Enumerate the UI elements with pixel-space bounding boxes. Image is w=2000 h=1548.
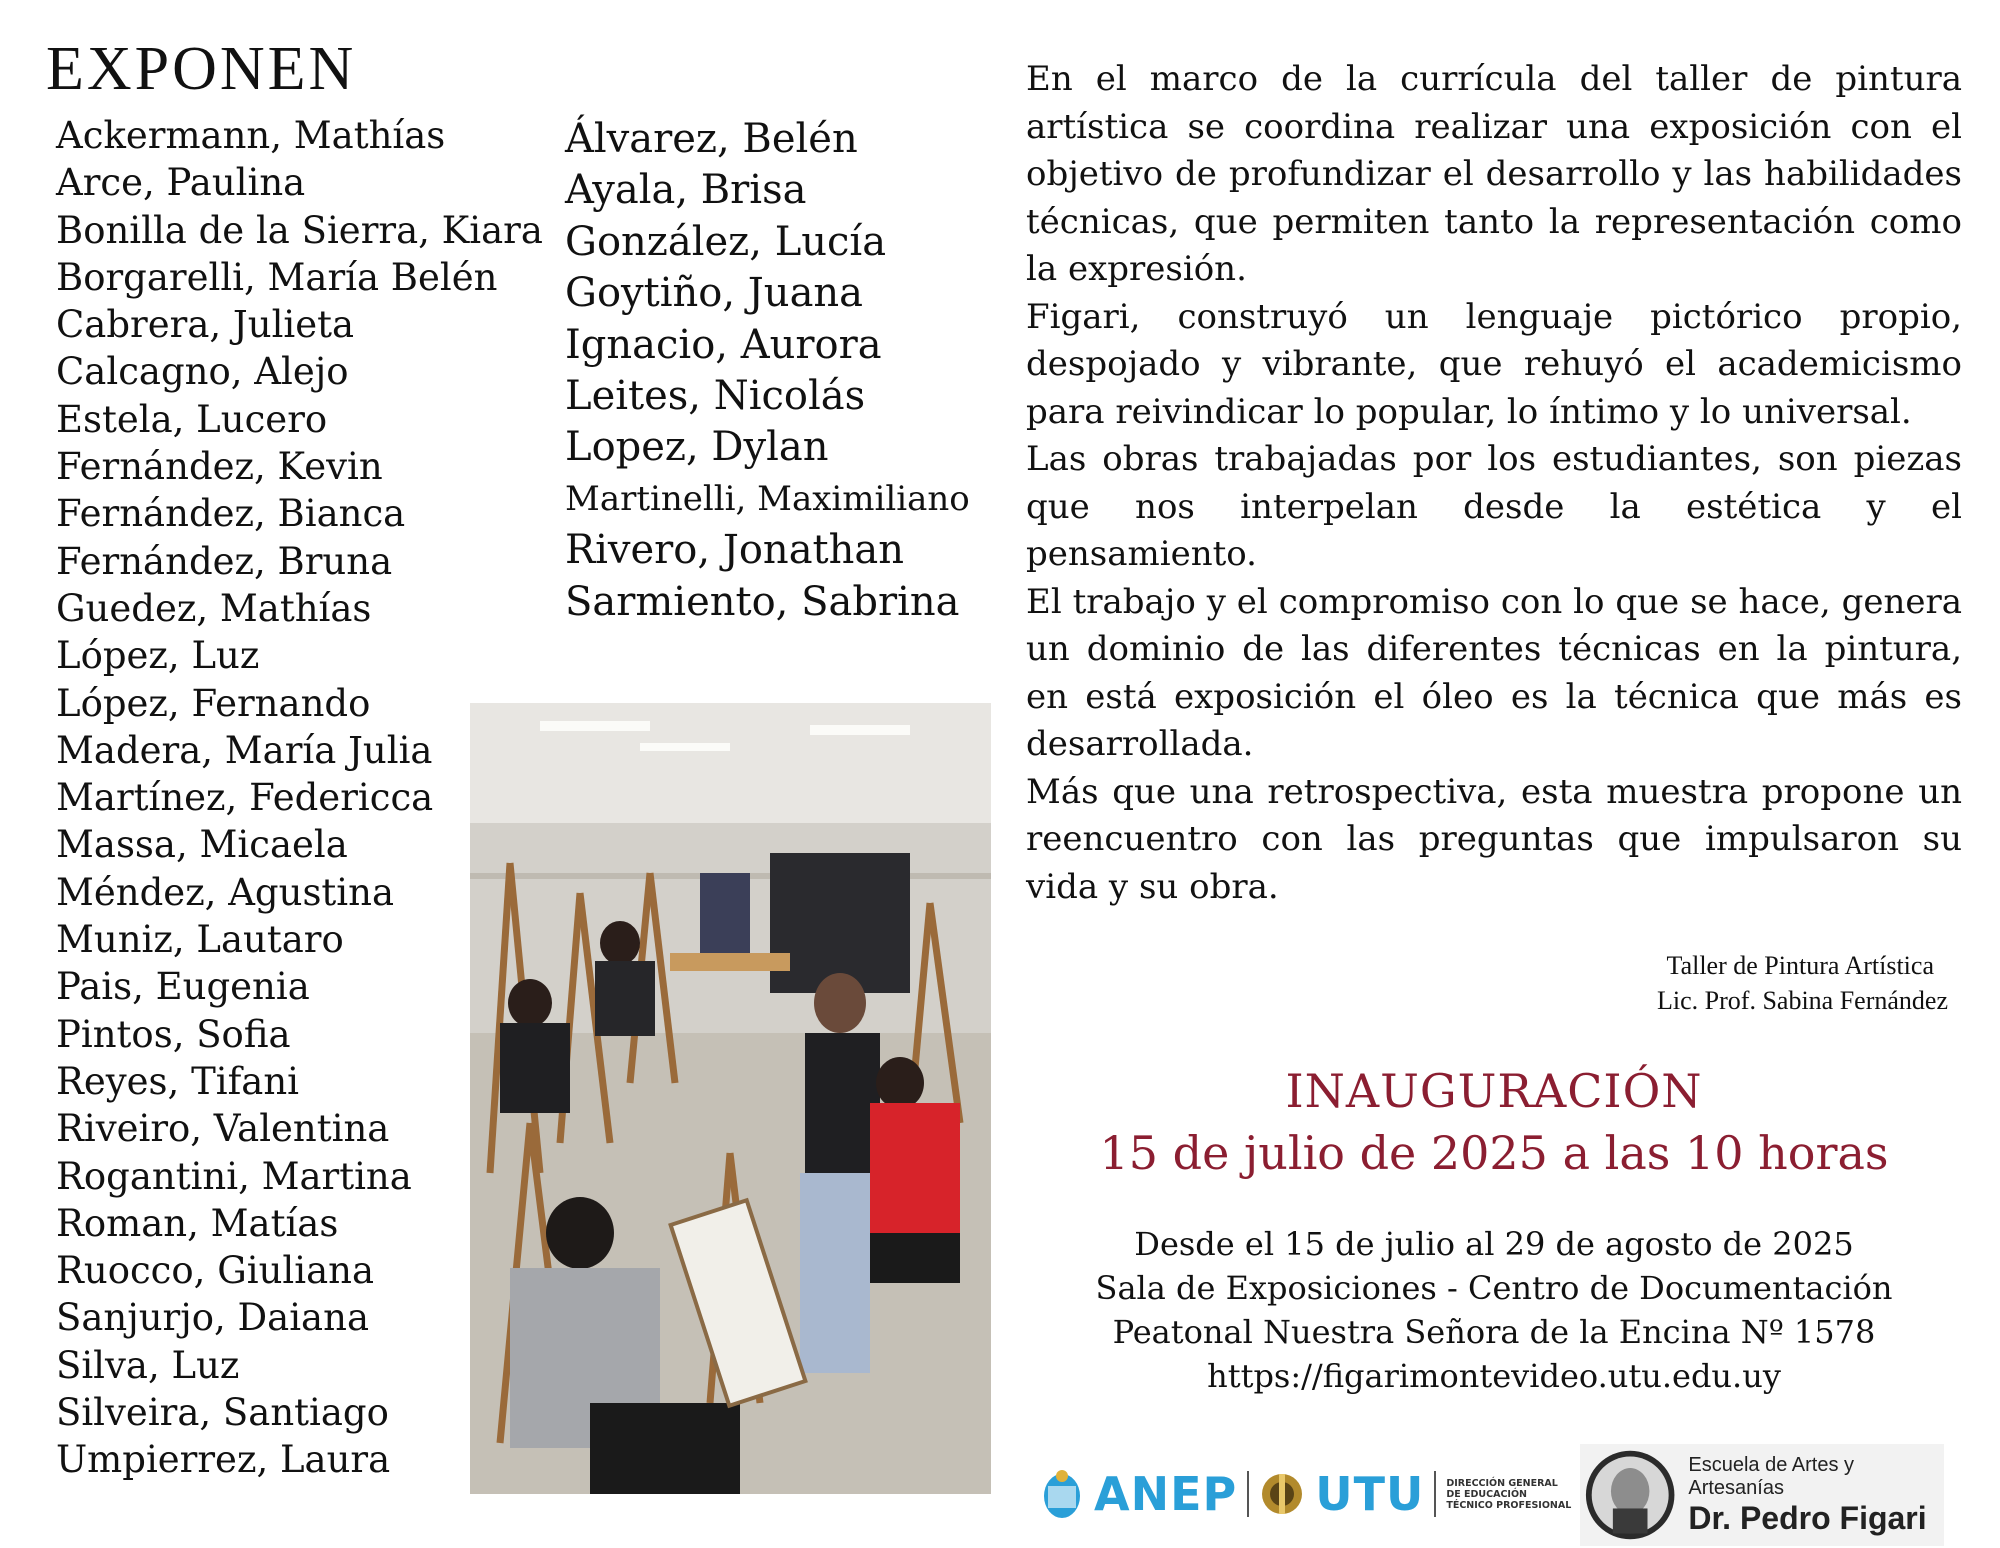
signature-workshop: Taller de Pintura Artística <box>1666 951 1934 980</box>
utu-emblem-icon <box>1259 1468 1305 1520</box>
exhibitor-name: Massa, Micaela <box>56 823 348 867</box>
exhibition-dates: Desde el 15 de julio al 29 de agosto de 2025 <box>1134 1225 1854 1263</box>
exhibitor-name: Bonilla de la Sierra, Kiara <box>56 208 543 252</box>
exhibitors-list-col2 <box>565 114 970 628</box>
uruguay-seal-icon <box>1040 1468 1084 1520</box>
exhibitor-name: Martinelli, Maximiliano <box>565 478 970 519</box>
exhibitor-name: Rivero, Jonathan <box>565 527 904 574</box>
exhibitor-name: López, Luz <box>56 634 260 678</box>
exponen-heading: EXPONEN <box>46 35 357 103</box>
exhibitor-name: Muniz, Lautaro <box>56 918 344 962</box>
exhibitor-name: Ayala, Brisa <box>565 167 807 214</box>
exhibitor-name: Madera, María Julia <box>56 728 433 772</box>
exhibitor-name: Cabrera, Julieta <box>56 303 355 347</box>
paragraph: En el marco de la currícula del taller de pintura artística se coordina realizar una exposición con el objetivo de profundizar el desarrollo y las habilidades técnicas, que permiten tanto la representación como la expresión. <box>1026 59 1962 289</box>
exhibitor-name: Silva, Luz <box>56 1343 240 1387</box>
exhibitor-name: Álvarez, Belén <box>565 116 858 162</box>
paragraph: Figari, construyó un lenguaje pictórico propio, despojado y vibrante, que rehuyó el academicismo para reivindicar lo popular, lo íntimo y lo universal. <box>1026 296 1962 432</box>
logo-divider <box>1434 1471 1436 1517</box>
exhibitor-name: Rogantini, Martina <box>56 1154 412 1198</box>
exhibitor-name: Riveiro, Valentina <box>56 1107 390 1151</box>
classroom-photo <box>470 703 991 1494</box>
description-text <box>1026 56 1962 911</box>
exhibitor-name: Pintos, Sofia <box>56 1012 291 1056</box>
anep-utu-logo <box>1040 1464 1576 1524</box>
exhibition-address: Peatonal Nuestra Señora de la Encina Nº 1578 <box>1112 1313 1876 1351</box>
exhibitor-name: Sanjurjo, Daiana <box>56 1296 370 1340</box>
exhibitor-name: Lopez, Dylan <box>565 424 829 471</box>
exhibitor-name: López, Fernando <box>56 681 371 725</box>
exhibitor-name: González, Lucía <box>565 218 887 265</box>
signature-author: Lic. Prof. Sabina Fernández <box>1657 986 1948 1015</box>
exhibitor-name: Leites, Nicolás <box>565 372 866 419</box>
exhibitor-name: Fernández, Bianca <box>56 492 406 536</box>
logo-divider <box>1247 1471 1249 1517</box>
dgetp-logo-text: DIRECCIÓN GENERAL DE EDUCACIÓN TÉCNICO PROFESIONAL <box>1446 1477 1572 1511</box>
exhibitor-name: Martínez, Federicca <box>56 776 434 820</box>
exhibitor-name: Fernández, Bruna <box>56 539 393 583</box>
exhibitor-name: Fernández, Kevin <box>56 445 383 489</box>
exhibitor-name: Borgarelli, María Belén <box>56 255 498 299</box>
exhibitor-name: Goytiño, Juana <box>565 270 864 317</box>
inauguration-date: 15 de julio de 2025 a las 10 horas <box>1099 1126 1889 1180</box>
exhibitor-name: Estela, Lucero <box>56 397 328 441</box>
anep-logo-text: ANEP <box>1094 1467 1238 1521</box>
exhibition-details <box>1026 1222 1962 1398</box>
signature <box>1657 948 1948 1018</box>
paragraph: Las obras trabajadas por los estudiantes, son piezas que nos interpelan desde la estética y el pensamiento. <box>1026 439 1962 574</box>
exhibitor-name: Guedez, Mathías <box>56 586 372 630</box>
figari-portrait-icon <box>1584 1447 1676 1543</box>
institution-logos <box>1040 1444 1960 1548</box>
exhibitor-name: Silveira, Santiago <box>56 1391 389 1435</box>
exhibitor-name: Reyes, Tifani <box>56 1059 299 1103</box>
exhibition-venue: Sala de Exposiciones - Centro de Documentación <box>1095 1269 1893 1307</box>
paragraph: El trabajo y el compromiso con lo que se hace, genera un dominio de las diferentes técnicas en la pintura, en está exposición el óleo es la técnica que más es desarrollada. <box>1026 581 1962 764</box>
inauguration-title: INAUGURACIÓN <box>1285 1064 1703 1118</box>
exhibitor-name: Pais, Eugenia <box>56 965 310 1009</box>
exhibitor-name: Arce, Paulina <box>56 161 306 205</box>
paragraph: Más que una retrospectiva, esta muestra propone un reencuentro con las preguntas que impulsaron su vida y su obra. <box>1026 771 1962 907</box>
exhibitor-name: Méndez, Agustina <box>56 870 395 914</box>
exhibitor-name: Ruocco, Giuliana <box>56 1249 375 1293</box>
figari-school-name: Escuela de Artes y Artesanías Dr. Pedro Figari <box>1688 1453 1927 1536</box>
exhibitor-name: Calcagno, Alejo <box>56 350 349 394</box>
exhibitor-name: Umpierrez, Laura <box>56 1438 391 1482</box>
exhibitor-name: Ackermann, Mathías <box>56 114 446 157</box>
exhibitor-name: Roman, Matías <box>56 1201 339 1245</box>
utu-logo-text: UTU <box>1315 1467 1425 1521</box>
exhibitor-name: Sarmiento, Sabrina <box>565 578 960 625</box>
exhibition-url[interactable]: https://figarimontevideo.utu.edu.uy <box>1207 1357 1781 1395</box>
figari-school-logo <box>1580 1444 1944 1546</box>
exhibitor-name: Ignacio, Aurora <box>565 321 882 368</box>
